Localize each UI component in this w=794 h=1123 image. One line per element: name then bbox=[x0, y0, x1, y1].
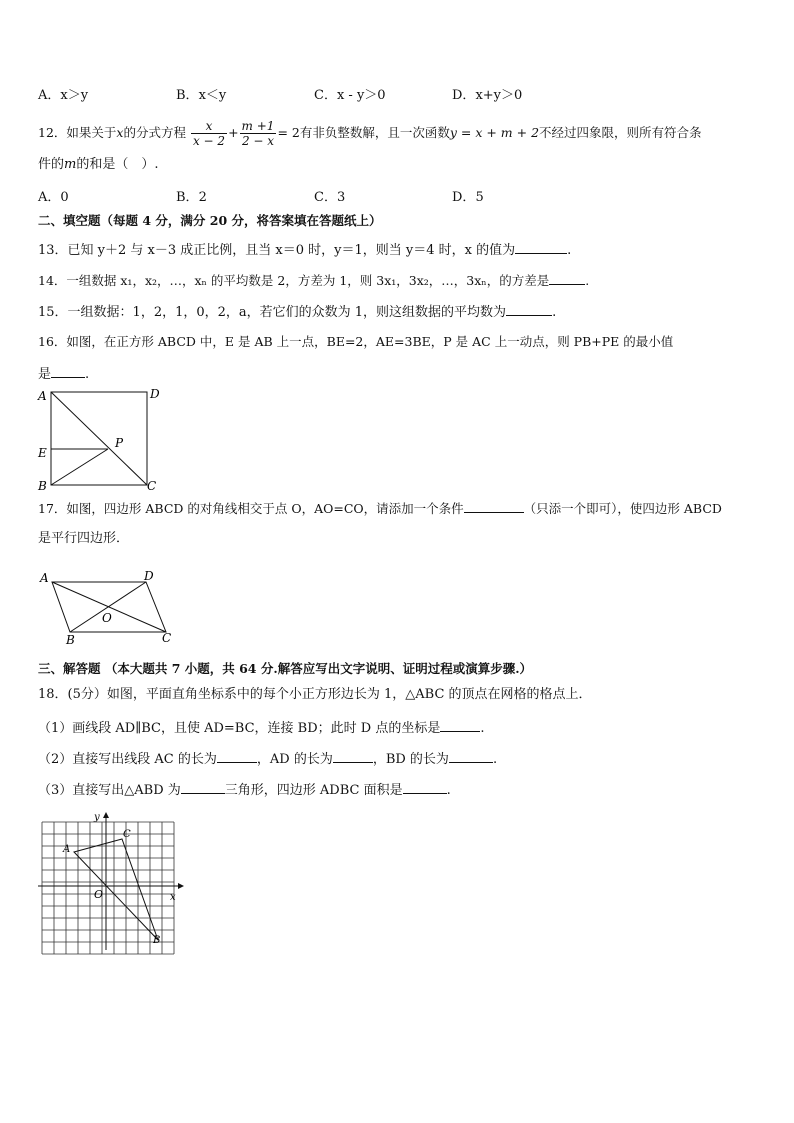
q18-part1: （1）画线段 AD∥BC，且使 AD=BC，连接 BD；此时 D 点的坐标是 . bbox=[38, 718, 484, 738]
label-b: B bbox=[66, 633, 75, 647]
q11-option-b: B．x＜y bbox=[176, 88, 227, 103]
q17-parallelogram-figure bbox=[36, 566, 181, 648]
q18-part2: （2）直接写出线段 AC 的长为 ，AD 的长为 ，BD 的长为 . bbox=[38, 749, 497, 769]
q12-option-d: D．5 bbox=[452, 190, 484, 205]
q18-ad-blank[interactable] bbox=[333, 749, 373, 763]
label-c: C bbox=[147, 479, 157, 492]
q17-answer-blank[interactable] bbox=[464, 499, 524, 513]
q18-coordinate-grid bbox=[36, 810, 186, 955]
segment-bp bbox=[51, 449, 108, 485]
label-c: C bbox=[123, 829, 131, 840]
q15-answer-blank[interactable] bbox=[506, 302, 552, 316]
q16-line2: 是 . bbox=[38, 364, 89, 384]
label-o: O bbox=[102, 611, 112, 625]
label-a: A bbox=[40, 571, 49, 585]
y-axis-arrow bbox=[103, 812, 109, 818]
q14-answer-blank[interactable] bbox=[549, 271, 585, 285]
q12-line1: 12．如果关于x的分式方程 $\frac{x}{x - 2}$ + $\frac{m +1}{2 - x}$ = 2有非负整数解，且一次函数y = x + m + 2不经过四象限，则所有符合条 bbox=[38, 119, 702, 148]
label-e: E bbox=[38, 446, 47, 460]
label-b: B bbox=[38, 479, 47, 492]
label-o: O bbox=[94, 888, 104, 901]
q12-option-c: C．3 bbox=[314, 190, 346, 205]
q16-square-figure bbox=[34, 386, 164, 492]
q18-triangle-type-blank[interactable] bbox=[181, 780, 225, 794]
label-d: D bbox=[144, 569, 154, 583]
label-d: D bbox=[150, 387, 160, 401]
label-p: P bbox=[115, 436, 124, 450]
section2-title: 二、填空题（每题 4 分，满分 20 分，将答案填在答题纸上） bbox=[38, 213, 382, 228]
label-y: y bbox=[94, 812, 100, 823]
q16-line1: 16．如图，在正方形 ABCD 中，E 是 AB 上一点，BE=2，AE=3BE，P 是 AC 上一动点，则 PB+PE 的最小值 bbox=[38, 334, 674, 349]
q16-answer-blank[interactable] bbox=[51, 364, 85, 378]
q17-line1: 17．如图，四边形 ABCD 的对角线相交于点 O，AO=CO，请添加一个条件 （只添一个即可），使四边形 ABCD bbox=[38, 501, 722, 516]
q15: 15．一组数据：1，2，1，0，2，a，若它们的众数为 1，则这组数据的平均数为 . bbox=[38, 302, 556, 322]
section3-title: 三、解答题 （本大题共 7 小题，共 64 分.解答应写出文字说明、证明过程或演算步骤.） bbox=[38, 661, 533, 676]
q11-option-d: D．x+y＞0 bbox=[452, 88, 523, 103]
label-x: x bbox=[170, 892, 176, 903]
q11-option-a: A．x＞y bbox=[38, 88, 89, 103]
q18-ac-blank[interactable] bbox=[217, 749, 257, 763]
q12-fraction-2: $\frac{m +1}{2 - x}$ bbox=[241, 119, 275, 148]
diagonal-ac bbox=[51, 392, 147, 485]
q12-fraction-1: $\frac{x}{x - 2}$ bbox=[192, 119, 226, 148]
label-a: A bbox=[38, 389, 47, 403]
label-c: C bbox=[162, 631, 172, 645]
q13-answer-blank[interactable] bbox=[515, 240, 567, 254]
q14: 14．一组数据 x₁，x₂，…，xₙ 的平均数是 2，方差为 1，则 3x₁，3x₂，…，3xₙ，的方差是 . bbox=[38, 273, 590, 288]
q11-option-c: C．x - y＞0 bbox=[314, 88, 386, 103]
q18-intro: 18．(5分）如图，平面直角坐标系中的每个小正方形边长为 1，△ABC 的顶点在网格的格点上． bbox=[38, 687, 592, 702]
q13: 13．已知 y＋2 与 x－3 成正比例，且当 x＝0 时，y＝1，则当 y＝4 时，x 的值为 . bbox=[38, 240, 571, 260]
q18-area-blank[interactable] bbox=[403, 780, 447, 794]
triangle-abc bbox=[74, 839, 158, 940]
label-a: A bbox=[63, 844, 71, 855]
q17-line2: 是平行四边形． bbox=[38, 531, 130, 546]
label-b: B bbox=[153, 935, 161, 946]
q12-line2: 件的m的和是（ ）. bbox=[38, 157, 159, 172]
q12-option-a: A．0 bbox=[38, 190, 69, 205]
x-axis-arrow bbox=[178, 883, 184, 889]
q18-part1-blank[interactable] bbox=[440, 718, 480, 732]
q18-part3: （3）直接写出△ABD 为 三角形，四边形 ADBC 面积是 . bbox=[38, 780, 451, 800]
q18-bd-blank[interactable] bbox=[449, 749, 493, 763]
q12-option-b: B．2 bbox=[176, 190, 207, 205]
